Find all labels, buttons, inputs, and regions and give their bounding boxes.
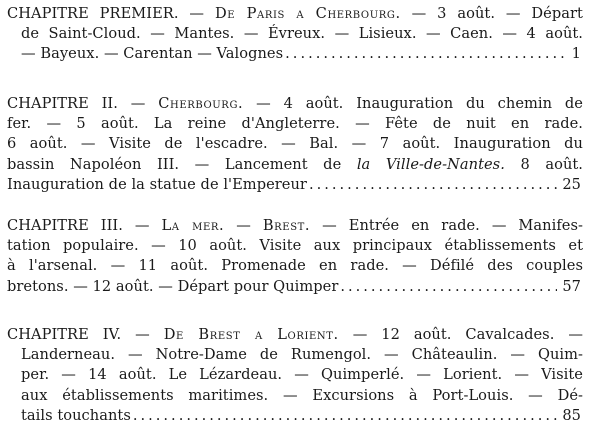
chapter-text: — Bayeux. — Carentan — Valognes xyxy=(21,45,284,63)
chapter-text: — 3 août. — Départ xyxy=(411,5,583,22)
chapter-title: La mer. xyxy=(161,217,225,234)
toc-line: CHAPITRE PREMIER. — De Paris a Cherbourg. — 3 août. — Départ xyxy=(7,5,583,22)
toc-entry-chapter-1 xyxy=(7,4,583,65)
ship-name: la Ville-de-Nantes. xyxy=(356,155,505,173)
toc-line: CHAPITRE IV. — De Brest a Lorient. — 12 août. Cavalcades. — xyxy=(7,326,583,343)
toc-line: aux établissements maritimes. — Excursions à Port-Louis. — Dé- xyxy=(21,386,583,404)
toc-line-with-page xyxy=(7,277,583,297)
toc-entry-chapter-4 xyxy=(7,325,583,426)
page-number: 57 xyxy=(562,277,581,295)
page-number: 25 xyxy=(562,175,581,193)
chapter-text: Inauguration de la statue de l'Empereur xyxy=(7,175,307,193)
toc-line: de Saint-Cloud. — Mantes. — Évreux. — Lisieux. — Caen. — 4 août. xyxy=(21,25,583,43)
dot-leader xyxy=(285,44,567,64)
chapter-text: tails touchants xyxy=(21,406,131,424)
toc-line: à l'arsenal. — 11 août. Promenade en rade. — Défilé des couples xyxy=(7,257,583,275)
chapter-text: — Entrée en rade. — Manifes- xyxy=(322,217,583,234)
toc-line xyxy=(7,155,583,175)
toc-line: CHAPITRE III. — La mer. — Brest. — Entrée en rade. — Manifes- xyxy=(7,217,583,234)
chapter-title: De Brest a Lorient. xyxy=(163,326,339,343)
chapter-text: bassin Napoléon III. — Lancement de xyxy=(7,155,342,173)
toc-line: CHAPITRE II. — Cherbourg. — 4 août. Inauguration du chemin de xyxy=(7,95,583,112)
chapter-label: CHAPITRE PREMIER. xyxy=(7,5,179,22)
toc-line: per. — 14 août. Le Lézardeau. — Quimperlé. — Lorient. — Visite xyxy=(21,366,583,384)
toc-line: 6 août. — Visite de l'escadre. — Bal. — 7 août. Inauguration du xyxy=(7,135,583,153)
toc-entry-chapter-2 xyxy=(7,94,583,195)
chapter-title: Cherbourg. xyxy=(158,95,244,112)
dot-leader xyxy=(133,406,557,426)
chapter-title: Brest. xyxy=(262,217,311,234)
chapter-text: — 4 août. Inauguration du chemin de xyxy=(256,95,583,112)
chapter-text: 8 août. xyxy=(520,155,583,173)
toc-line-with-page xyxy=(7,44,583,64)
chapter-label: CHAPITRE IV. xyxy=(7,326,122,343)
chapter-text: — 12 août. Cavalcades. — xyxy=(352,326,583,343)
dot-leader xyxy=(309,175,557,195)
dot-leader xyxy=(340,277,557,297)
chapter-label: CHAPITRE III. xyxy=(7,217,123,234)
toc-line: fer. — 5 août. La reine d'Angleterre. — Fête de nuit en rade. xyxy=(7,115,583,133)
toc-entry-chapter-3 xyxy=(7,216,583,297)
page-number: 85 xyxy=(562,406,581,424)
chapter-text: bretons. — 12 août. — Départ pour Quimper xyxy=(7,277,339,295)
page-number: 1 xyxy=(571,45,581,63)
toc-line: tation populaire. — 10 août. Visite aux principaux établissements et xyxy=(7,237,583,255)
chapter-label: CHAPITRE II. xyxy=(7,95,118,112)
toc-line-with-page xyxy=(7,406,583,426)
toc-line: Landerneau. — Notre-Dame de Rumengol. — Châteaulin. — Quim- xyxy=(21,346,583,364)
chapter-title: De Paris a Cherbourg. xyxy=(214,5,401,22)
toc-line-with-page xyxy=(7,175,583,195)
